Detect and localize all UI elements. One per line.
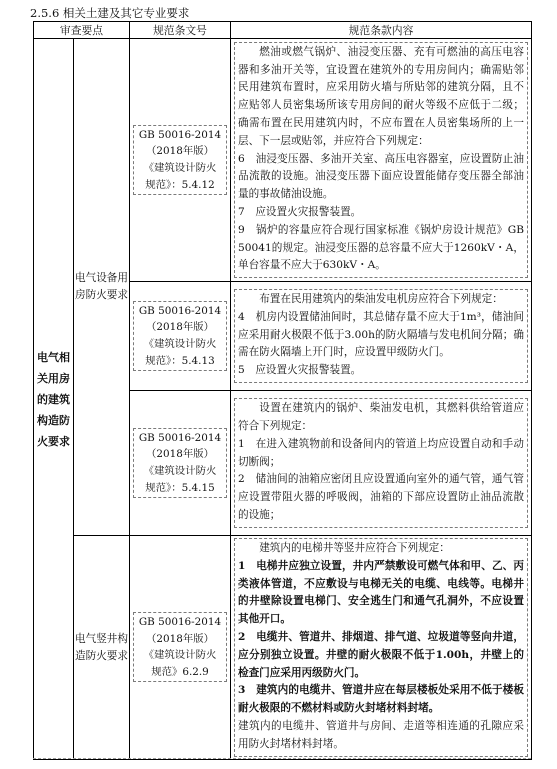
clause-paragraph: 4 机房内设置储油间时，其总储存量不应大于1m³，储油间应采用耐火极限不低于3.00h的防火隔墙与发电机间分隔；确需在防火隔墙上开门时，应设置甲级防火门。 (238, 310, 524, 359)
clause-line: GB 50016-2014 (138, 304, 222, 317)
clause-cell (130, 39, 231, 282)
clause-line: 规范》：5.4.12 (145, 178, 215, 191)
clause-paragraph: 建筑内的电梯井等竖井应符合下列规定： (259, 542, 450, 554)
clause-line: 《建筑设计防火 (143, 162, 217, 174)
page-footer-divider (33, 758, 531, 759)
clause-line: （2018年版） (145, 448, 214, 461)
category-cell (34, 39, 74, 760)
clause-paragraph: 1 电梯井应独立设置，井内严禁敷设可燃气体和甲、乙、丙类液体管道，不应敷设与电梯无关的电缆、电线等。电梯井的井壁除设置电梯门、安全逃生门和通气孔洞外，不应设置其他开口。 (238, 559, 524, 626)
header-clause-no: 规范条文号 (130, 22, 231, 39)
clause-line: （2018年版） (145, 321, 214, 334)
clause-number (133, 301, 227, 371)
clause-cell (130, 282, 231, 391)
clause-number (133, 612, 227, 682)
clause-paragraph: 布置在民用建筑内的柴油发电机房应符合下列规定： (259, 293, 503, 305)
header-clause-content: 规范条款内容 (231, 22, 532, 39)
clause-line: GB 50016-2014 (138, 431, 222, 444)
clause-content-cell (231, 282, 532, 391)
clause-number (133, 428, 227, 498)
clause-text (234, 289, 528, 383)
clause-text (234, 398, 528, 528)
clause-paragraph: 2 电缆井、管道井、排烟道、排气道、垃圾道等竖向井道，应分别独立设置。井壁的耐火极限不低于1.00h，井壁上的检查门应采用丙级防火门。 (238, 630, 524, 679)
clause-paragraph: 设置在建筑内的锅炉、柴油发电机，其燃料供给管道应符合下列规定： (238, 402, 524, 432)
clause-text (234, 538, 528, 757)
clause-paragraph: 9 锅炉的容量应符合现行国家标准《锅炉房设计规范》GB 50041的规定。油浸变压器的总容量不应大于1260kV・A，单台容量不应大于630kV・A。 (238, 223, 524, 272)
subcategory-cell (74, 536, 130, 760)
clause-paragraph: 2 储油间的油箱应密闭且应设置通向室外的通气管，通气管应设置带阻火器的呼吸阀，油箱的下部应设置防止油品流散的设施； (238, 473, 524, 521)
clause-line: （2018年版） (145, 632, 214, 645)
clause-paragraph: 1 在进入建筑物前和设备间内的管道上均应设置自动和手动切断阀； (238, 437, 524, 468)
clause-line: （2018年版） (145, 145, 214, 158)
table-header-row (34, 22, 532, 39)
table-row (34, 39, 532, 282)
section-title: 2.5.6 相关土建及其它专业要求 (30, 6, 190, 20)
clause-content-cell (231, 39, 532, 282)
clause-paragraph: 3 建筑内的电缆井、管道井应在每层楼板处采用不低于楼板耐火极限的不燃材料或防火封堵材料封堵。 (238, 684, 524, 715)
clause-paragraph: 7 应设置火灾报警装置。 (238, 205, 362, 218)
clause-line: 《建筑设计防火 (143, 338, 217, 350)
clause-line: 规范》：5.4.13 (145, 354, 215, 367)
clause-line: 《建筑设计防火 (143, 465, 217, 477)
clause-line: 规范》6.2.9 (151, 665, 209, 678)
spacer-cell (231, 759, 532, 760)
header-review-points: 审查要点 (34, 22, 130, 39)
clause-line: GB 50016-2014 (138, 128, 222, 141)
clause-paragraph: 6 油浸变压器、多油开关室、高压电容器室，应设置防止油品流散的设施。油浸变压器下面应设置能储存变压器全部油量的事故储油设施。 (238, 152, 524, 201)
subcategory-label: 电气竖井构造防火要求 (75, 632, 128, 662)
clause-number (133, 125, 227, 195)
clause-line: 《建筑设计防火 (143, 649, 217, 662)
clause-cell (130, 536, 231, 760)
subcategory-label: 电气设备用房防火要求 (75, 272, 128, 301)
category-label: 电气相关用房的建筑构造防火要求 (37, 350, 70, 448)
clause-paragraph: 建筑内的电缆井、管道井与房间、走道等相连通的孔隙应采用防火封堵材料封堵。 (238, 719, 524, 750)
subcategory-cell (74, 39, 130, 536)
clause-line: 规范》：5.4.15 (145, 481, 215, 494)
clause-content-cell (231, 391, 532, 536)
clause-paragraph: 燃油或燃气锅炉、油浸变压器、充有可燃油的高压电容器和多油开关等，宜设置在建筑外的专用房间内；确需贴邻民用建筑布置时，应采用防火墙与所贴邻的建筑分隔，且不应贴邻人员密集场所该专用房间的耐火等级不应低于二级；确需布置在民用建筑内时，不应布置在人员密集场所的上一层、下一层或贴邻，并应符合下列规定： (238, 45, 524, 147)
clause-paragraph: 5 应设置火灾报警装置。 (238, 364, 362, 377)
spacer-cell (130, 759, 231, 760)
clause-line: GB 50016-2014 (138, 616, 222, 629)
fire-protection-spec-table (33, 21, 532, 760)
clause-cell (130, 391, 231, 536)
clause-text (234, 42, 528, 278)
table-row (34, 536, 532, 760)
clause-content-cell (231, 536, 532, 760)
